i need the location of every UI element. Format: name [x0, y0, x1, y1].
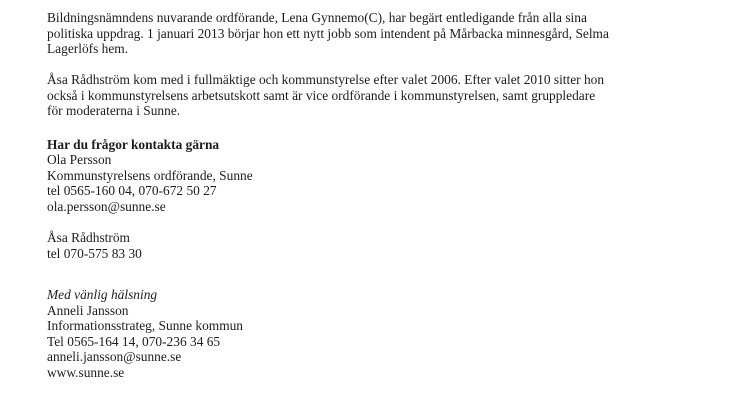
contact-name: Ola Persson [47, 152, 112, 167]
document-content [47, 10, 706, 380]
signature-phone: Tel 0565-164 14, 070-236 34 65 [47, 333, 221, 349]
contact-block-ola [47, 137, 706, 215]
contact-name: Åsa Rådhström [47, 230, 130, 245]
contact-phone: tel 070-575 83 30 [47, 245, 142, 261]
paragraph-asa-background [47, 72, 706, 119]
signature-website: www.sunne.se [47, 364, 125, 380]
signature-name: Anneli Jansson [47, 302, 129, 318]
contact-role: Kommunstyrelsens ordförande, Sunne [47, 167, 253, 183]
paragraph-line: också i kommunstyrelsens arbetsutskott samt är vice ordförande i kommunstyrelsen, samt gruppledare [47, 87, 596, 103]
contact-heading: Har du frågor kontakta gärna [47, 136, 220, 152]
contact-phone: tel 0565-160 04, 070-672 50 27 [47, 183, 217, 198]
contact-block-asa [47, 230, 706, 261]
paragraph-line: politiska uppdrag. 1 januari 2013 börjar hon ett nytt jobb som intendent på Mårbacka minnesgård, Selma [47, 25, 609, 41]
paragraph-line: för moderaterna i Sunne. [47, 103, 181, 118]
paragraph-line: Åsa Rådhström kom med i fullmäktige och kommunstyrelse efter valet 2006. Efter valet 2010 sitter hon [47, 72, 605, 87]
contact-email: ola.persson@sunne.se [47, 198, 166, 214]
paragraph-line: Lagerlöfs hem. [47, 41, 129, 56]
paragraph-intro [47, 10, 706, 57]
signature-email: anneli.jansson@sunne.se [47, 349, 182, 364]
signoff-line: Med vänlig hälsning [47, 287, 158, 302]
signature-block [47, 287, 706, 380]
signature-role: Informationsstrateg, Sunne kommun [47, 318, 243, 333]
paragraph-line: Bildningsnämndens nuvarande ordförande, Lena Gynnemo(C), har begärt entledigande från alla sina [47, 10, 587, 25]
